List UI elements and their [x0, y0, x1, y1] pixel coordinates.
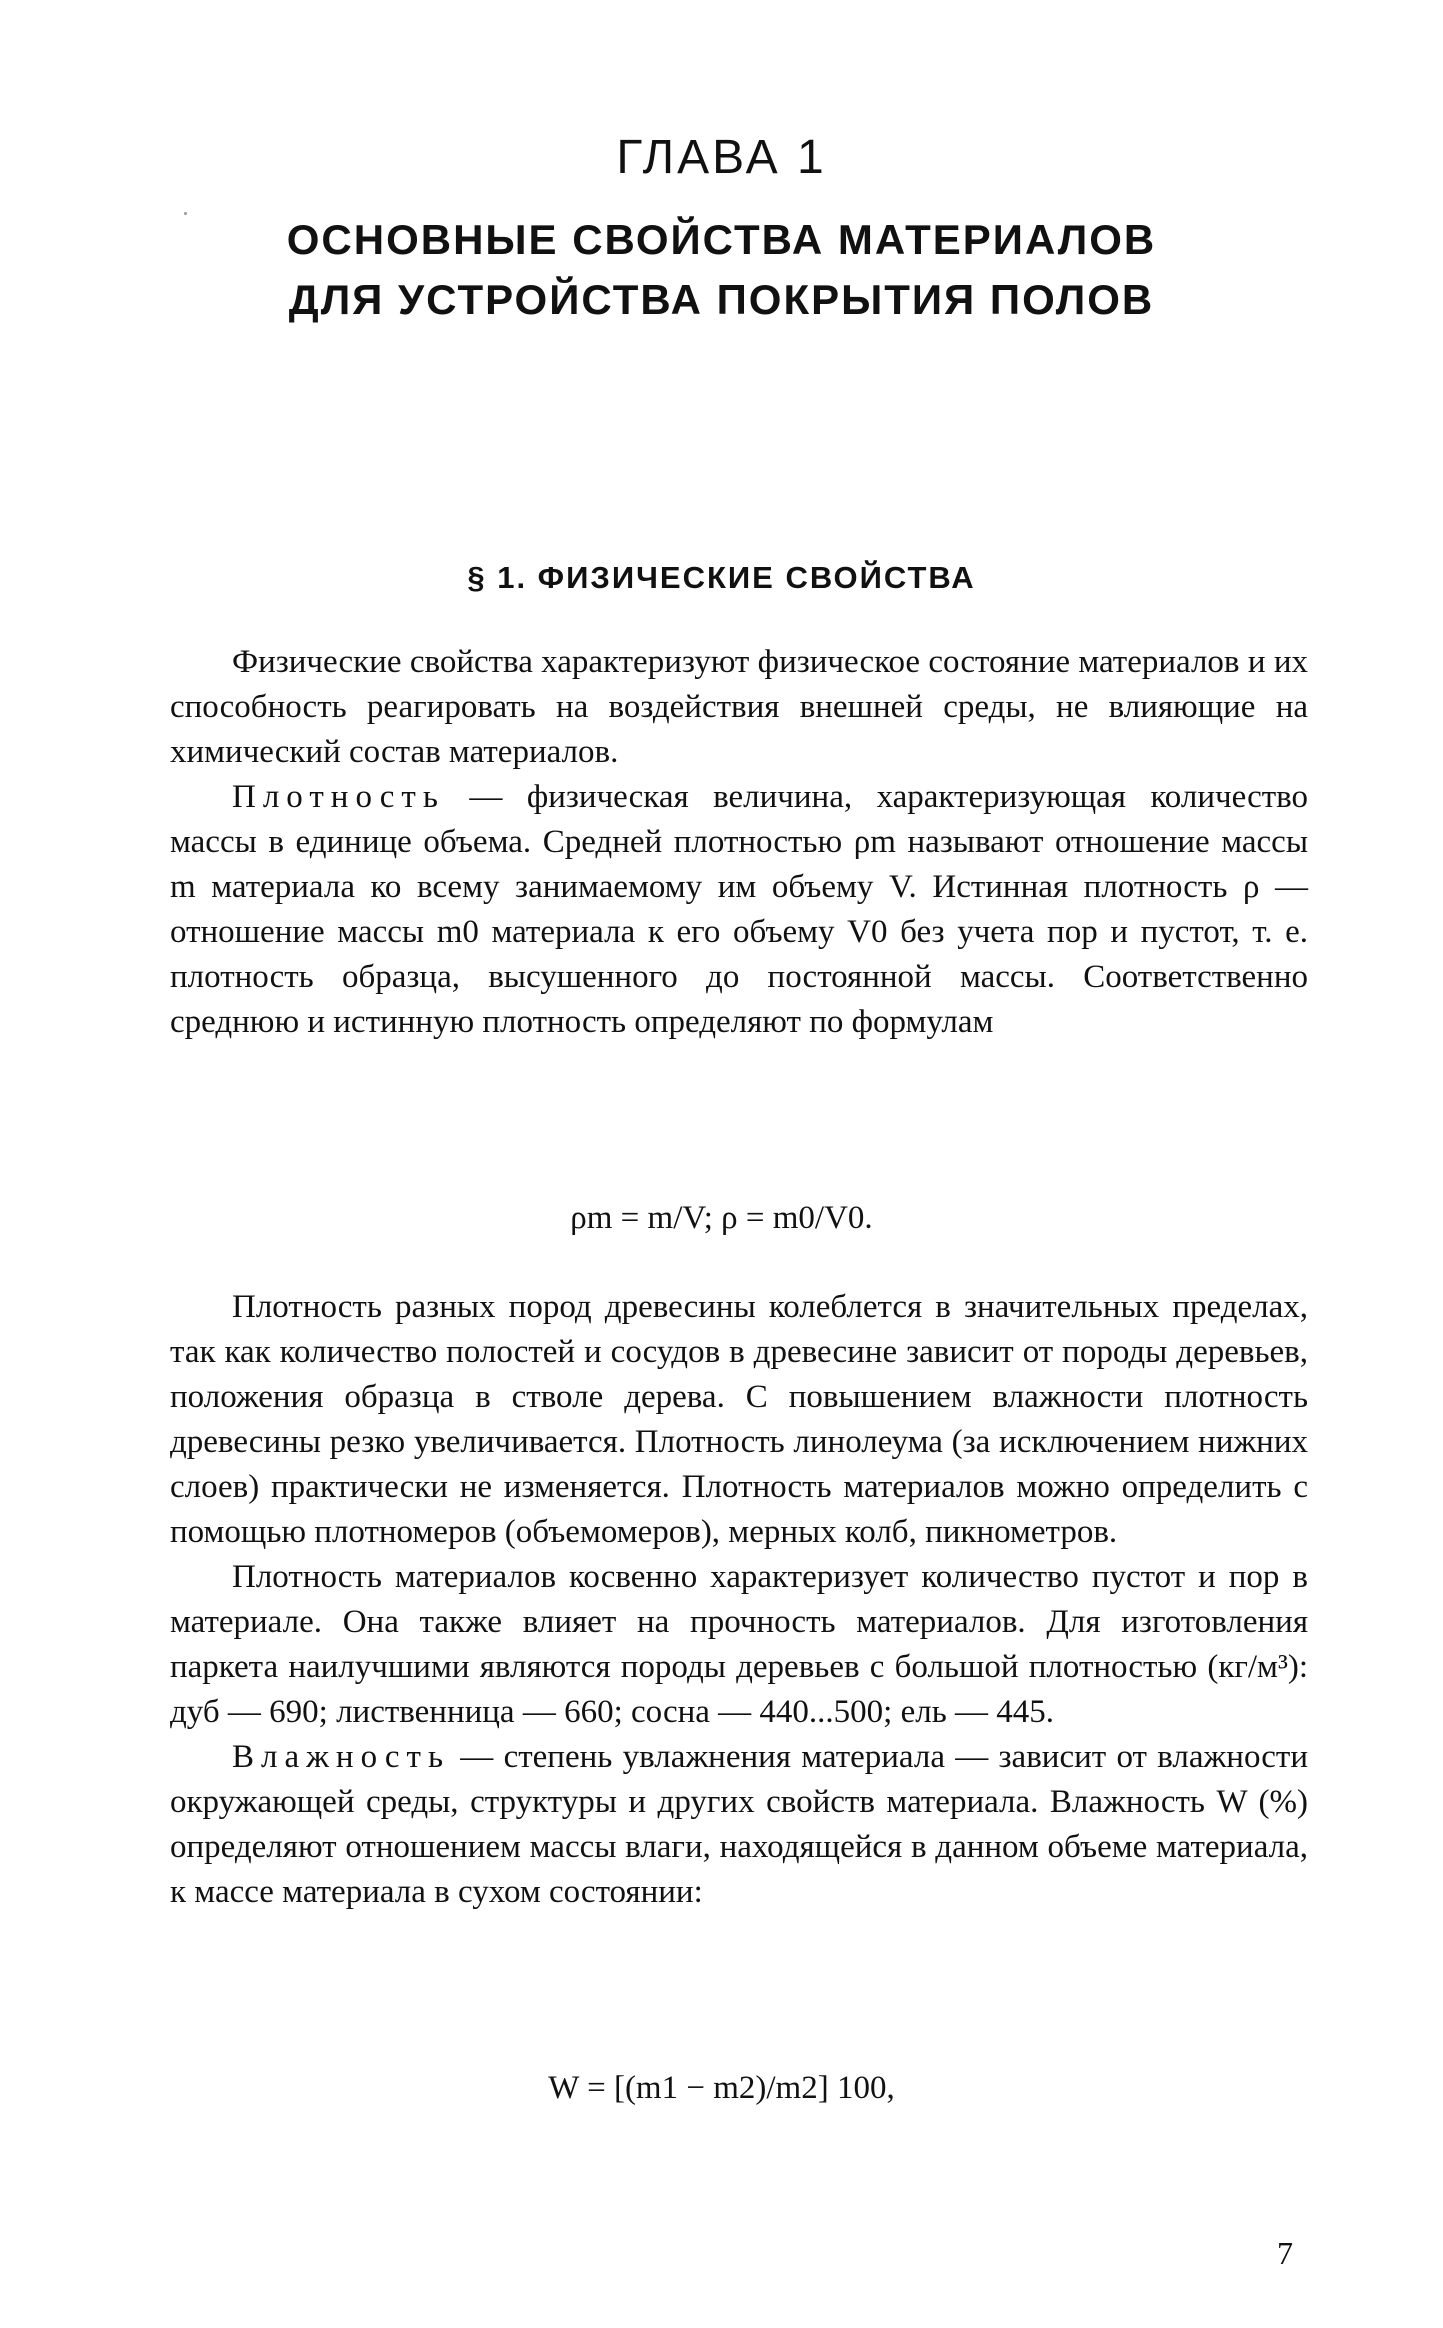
- paragraph-density-text: — физическая величина, характеризующая количество массы в единице объема. Средней плотностью ρm называют отношение массы m материала ко всему занимаемому им объему V. Истинная плотность ρ — отношение массы m0 материала к его объему V0 без учета пор и пустот, т. е. плотность образца, высушенного до постоянной массы. Соответственно среднюю и истинную плотность определяют по формулам: [170, 779, 1308, 1040]
- section-title: § 1. ФИЗИЧЕСКИЕ СВОЙСТВА: [467, 560, 976, 595]
- term-density: Плотность: [232, 779, 445, 815]
- text-block-1: [170, 640, 1308, 1045]
- paragraph-physical-properties: Физические свойства характеризуют физическое состояние материалов и их способность реагировать на воздействия внешней среды, не влияющие на химический состав материалов.: [170, 644, 1308, 770]
- paragraph-porosity: Плотность материалов косвенно характеризует количество пустот и пор в материале. Она также влияет на прочность материалов. Для изготовления паркета наилучшими являются породы деревьев с большой плотностью (кг/м³): дуб — 690; лиственница — 660; сосна — 440...500; ель — 445.: [170, 1559, 1308, 1730]
- chapter-title-line-2: ДЛЯ УСТРОЙСТВА ПОКРЫТИЯ ПОЛОВ: [288, 276, 1155, 323]
- formula-density: ρm = m/V; ρ = m0/V0.: [570, 1200, 873, 1236]
- paragraph-moisture-text: — степень увлажнения материала — зависит от влажности окружающей среды, структуры и других свойств материала. Влажность W (%) определяют отношением массы влаги, находящейся в данном объеме материала, к массе материала в сухом состоянии:: [170, 1739, 1308, 1910]
- chapter-title-line-1: ОСНОВНЫЕ СВОЙСТВА МАТЕРИАЛОВ: [286, 216, 1157, 263]
- chapter-label: ГЛАВА 1: [616, 131, 827, 184]
- paragraph-density: [170, 775, 1308, 1045]
- chapter-title: [0, 210, 1443, 330]
- formula-moisture: W = [(m1 − m2)/m2] 100,: [548, 2070, 895, 2106]
- paragraph-wood-density: Плотность разных пород древесины колеблется в значительных пределах, так как количество полостей и сосудов в древесине зависит от породы деревьев, положения образца в стволе дерева. С повышением влажности плотность древесины резко увеличивается. Плотность линолеума (за исключением нижних слоев) практически не изменяется. Плотность материалов можно определить с помощью плотномеров (объемомеров), мерных колб, пикнометров.: [170, 1289, 1308, 1550]
- paragraph-moisture: [170, 1735, 1308, 1915]
- text-block-2: [170, 1285, 1308, 1915]
- term-moisture: Влажность: [232, 1739, 451, 1775]
- page-number: 7: [1277, 2235, 1293, 2271]
